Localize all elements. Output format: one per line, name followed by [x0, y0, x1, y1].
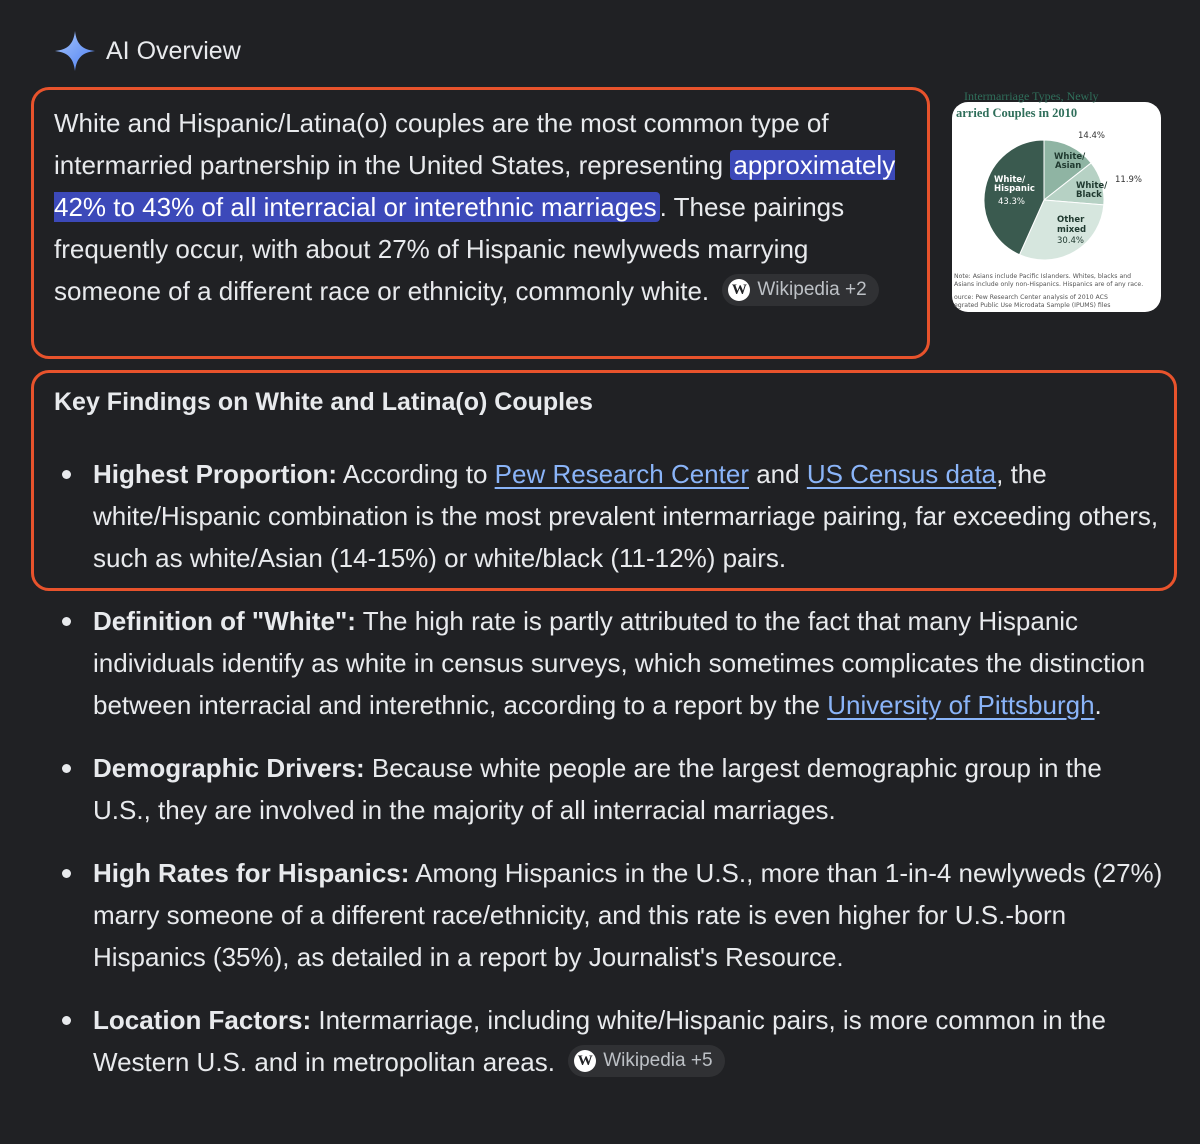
item-text: Intermarriage, including white/Hispanic pairs, is more common in the Western U.S. and in metropolitan areas.: [93, 1005, 1106, 1077]
item-term: Location Factors:: [93, 1005, 312, 1035]
thumb-source-2: egrated Public Use Microdata Sample (IPUMS) files: [954, 302, 1111, 309]
item-term: High Rates for Hispanics:: [93, 858, 410, 888]
slice-value-black: 11.9%: [1115, 175, 1143, 185]
bullet-icon: [62, 764, 71, 773]
slice-label-asian-2: Asian: [1055, 161, 1082, 171]
item-text: and: [748, 459, 807, 489]
item-text: .: [1094, 690, 1102, 720]
wikipedia-icon: W: [574, 1050, 596, 1072]
sparkle-icon: [54, 30, 96, 72]
source-chip-label: Wikipedia +5: [603, 1050, 713, 1072]
thumb-title-top: Intermarriage Types, Newly: [964, 89, 1099, 103]
highlighted-text[interactable]: approximately 42% to 43% of all interracial or interethnic marriages: [54, 150, 896, 222]
slice-label-other-2: mixed: [1057, 225, 1087, 235]
summary-text-before: White and Hispanic/Latina(o) couples are the most common type of intermarried partnership in the United States, representing: [54, 108, 829, 180]
item-term: Highest Proportion:: [93, 459, 338, 489]
key-findings-heading: Key Findings on White and Latina(o) Couples: [54, 388, 593, 416]
item-term: Definition of "White":: [93, 606, 356, 636]
slice-value-hispanic: 43.3%: [998, 197, 1026, 207]
pie-chart: [952, 89, 1161, 312]
item-text: , the white/Hispanic combination is the most prevalent intermarriage pairing, far exceeding others, such as white/Asian (14-15%) or white/black (11-12%) pairs.: [93, 459, 1159, 573]
slice-value-other: 30.4%: [1057, 236, 1085, 246]
item-text: Among Hispanics in the U.S., more than 1-in-4 newlyweds (27%) marry someone of a different race/ethnicity, and this rate is even higher for U.S.-born Hispanics (35%), as detailed in a report by Journalist's Resource.: [93, 858, 1163, 972]
overview-summary: [54, 102, 914, 312]
slice-label-hispanic-1: White/: [994, 175, 1026, 185]
bullet-icon: [62, 617, 71, 626]
bullet-icon: [62, 1016, 71, 1025]
item-text: According to: [337, 459, 495, 489]
list-item: [54, 747, 1164, 831]
thumb-note-1: Note: Asians include Pacific Islanders. Whites, blacks and: [954, 273, 1132, 280]
source-chip-wikipedia[interactable]: [568, 1045, 724, 1077]
item-text: Because white people are the largest demographic group in the U.S., they are involved in the majority of all interracial marriages.: [93, 753, 1102, 825]
link-university-of-pittsburgh[interactable]: University of Pittsburgh: [827, 690, 1095, 720]
list-item: [54, 600, 1164, 726]
slice-label-hispanic-2: Hispanic: [994, 184, 1035, 194]
chart-thumbnail[interactable]: [952, 89, 1161, 312]
thumb-source-1: ource: Pew Research Center analysis of 2010 ACS: [954, 294, 1108, 301]
item-text: The high rate is partly attributed to the fact that many Hispanic individuals identify as white in census surveys, which sometimes complicates the distinction between interracial and interethnic, according to a report by the: [93, 606, 1146, 720]
source-chip-wikipedia[interactable]: [722, 274, 878, 306]
list-item: [54, 453, 1164, 579]
source-chip-label: Wikipedia +2: [757, 279, 867, 301]
bullet-icon: [62, 869, 71, 878]
key-findings-list: [54, 453, 1164, 1104]
slice-label-black-2: Black: [1076, 190, 1102, 200]
link-us-census[interactable]: US Census data: [806, 459, 997, 489]
slice-label-asian-1: White/: [1054, 152, 1086, 162]
thumb-note-2: Asians include only non-Hispanics. Hispanics are of any race.: [954, 281, 1144, 288]
list-item: [54, 852, 1164, 978]
wikipedia-icon: W: [728, 279, 750, 301]
slice-label-black-1: White/: [1076, 181, 1108, 191]
link-pew-research[interactable]: Pew Research Center: [494, 459, 749, 489]
slice-label-other-1: Other: [1057, 215, 1085, 225]
item-term: Demographic Drivers:: [93, 753, 365, 783]
ai-overview-header: [54, 30, 241, 72]
ai-overview-title: AI Overview: [106, 36, 241, 65]
slice-value-asian: 14.4%: [1078, 131, 1106, 141]
summary-text-after: . These pairings frequently occur, with about 27% of Hispanic newlyweds marrying someone of a different race or ethnicity, commonly white.: [54, 192, 845, 306]
bullet-icon: [62, 470, 71, 479]
thumb-title: arried Couples in 2010: [956, 106, 1078, 120]
list-item: [54, 999, 1164, 1083]
